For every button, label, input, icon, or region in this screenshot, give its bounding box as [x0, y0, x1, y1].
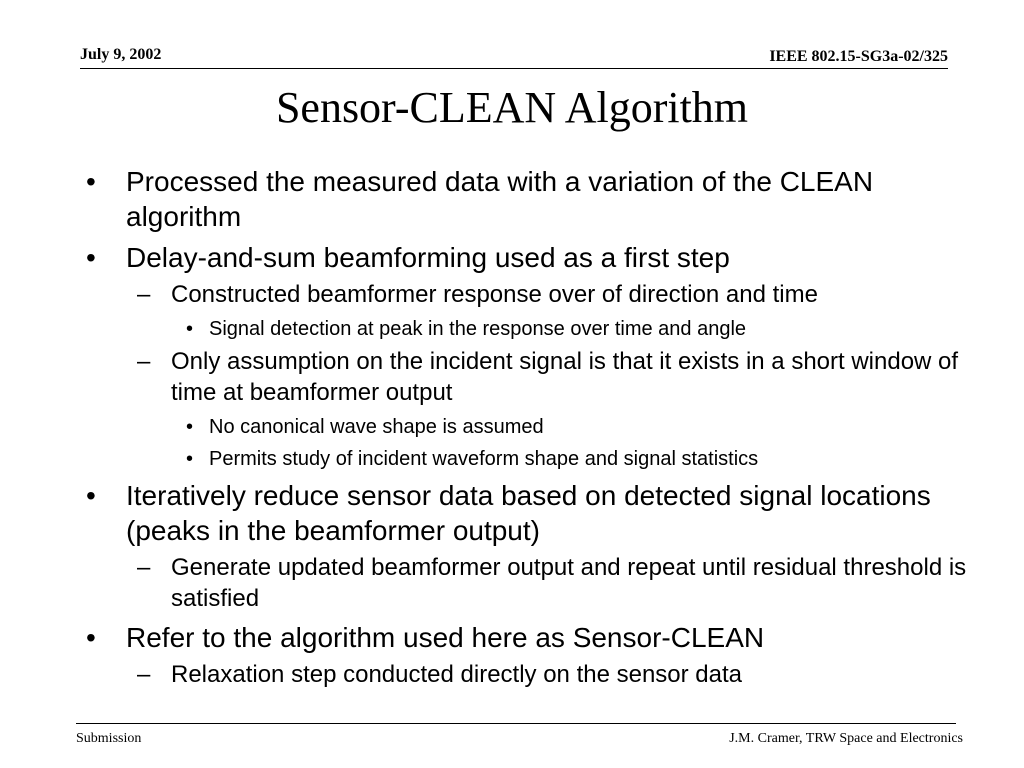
bullet-marker: • [86, 480, 96, 511]
bullet-item [0, 478, 1024, 548]
sub-sub-bullet-item [0, 316, 1024, 342]
sub-sub-bullet-item [0, 446, 1024, 472]
footer-divider [76, 723, 956, 724]
footer-submission: Submission [76, 731, 142, 746]
header-document-id: IEEE 802.15-SG3a-02/325 [769, 48, 948, 65]
bullet-text: Processed the measured data with a variation of the CLEAN algorithm [126, 166, 874, 232]
sub-bullet-item [0, 552, 1024, 614]
bullet-marker: • [86, 242, 96, 273]
sub-bullet-item [0, 279, 1024, 310]
sub-sub-bullet-text: Signal detection at peak in the response over time and angle [209, 318, 747, 340]
bullet-marker: • [186, 318, 194, 340]
slide-title: Sensor-CLEAN Algorithm [275, 83, 749, 132]
bullet-item [0, 240, 1024, 275]
bullet-marker: • [86, 166, 96, 197]
bullet-marker: • [186, 448, 194, 470]
sub-bullet-text: Only assumption on the incident signal is that it exists in a short window of time at beamformer output [171, 348, 959, 406]
bullet-text: Iteratively reduce sensor data based on detected signal locations (peaks in the beamformer output) [126, 480, 931, 546]
bullet-marker: • [86, 622, 96, 653]
sub-sub-bullet-item [0, 414, 1024, 440]
sub-sub-bullet-text: No canonical wave shape is assumed [209, 416, 544, 438]
dash-marker: – [137, 661, 151, 688]
bullet-text: Refer to the algorithm used here as Sensor-CLEAN [126, 622, 765, 653]
footer-author: J.M. Cramer, TRW Space and Electronics [729, 731, 963, 746]
header-divider [80, 68, 948, 69]
dash-marker: – [137, 554, 151, 581]
bullet-item [0, 620, 1024, 655]
sub-sub-bullet-text: Permits study of incident waveform shape and signal statistics [209, 448, 759, 470]
sub-bullet-item [0, 659, 1024, 690]
dash-marker: – [137, 348, 151, 375]
sub-bullet-text: Generate updated beamformer output and repeat until residual threshold is satisfied [171, 554, 967, 612]
sub-bullet-text: Constructed beamformer response over of direction and time [171, 281, 818, 308]
bullet-text: Delay-and-sum beamforming used as a first step [126, 242, 730, 273]
dash-marker: – [137, 281, 151, 308]
sub-bullet-item [0, 346, 1024, 408]
bullet-list [0, 158, 1024, 690]
sub-bullet-text: Relaxation step conducted directly on the sensor data [171, 661, 743, 688]
bullet-marker: • [186, 416, 194, 438]
header-date: July 9, 2002 [80, 46, 162, 63]
bullet-item [0, 164, 1024, 234]
